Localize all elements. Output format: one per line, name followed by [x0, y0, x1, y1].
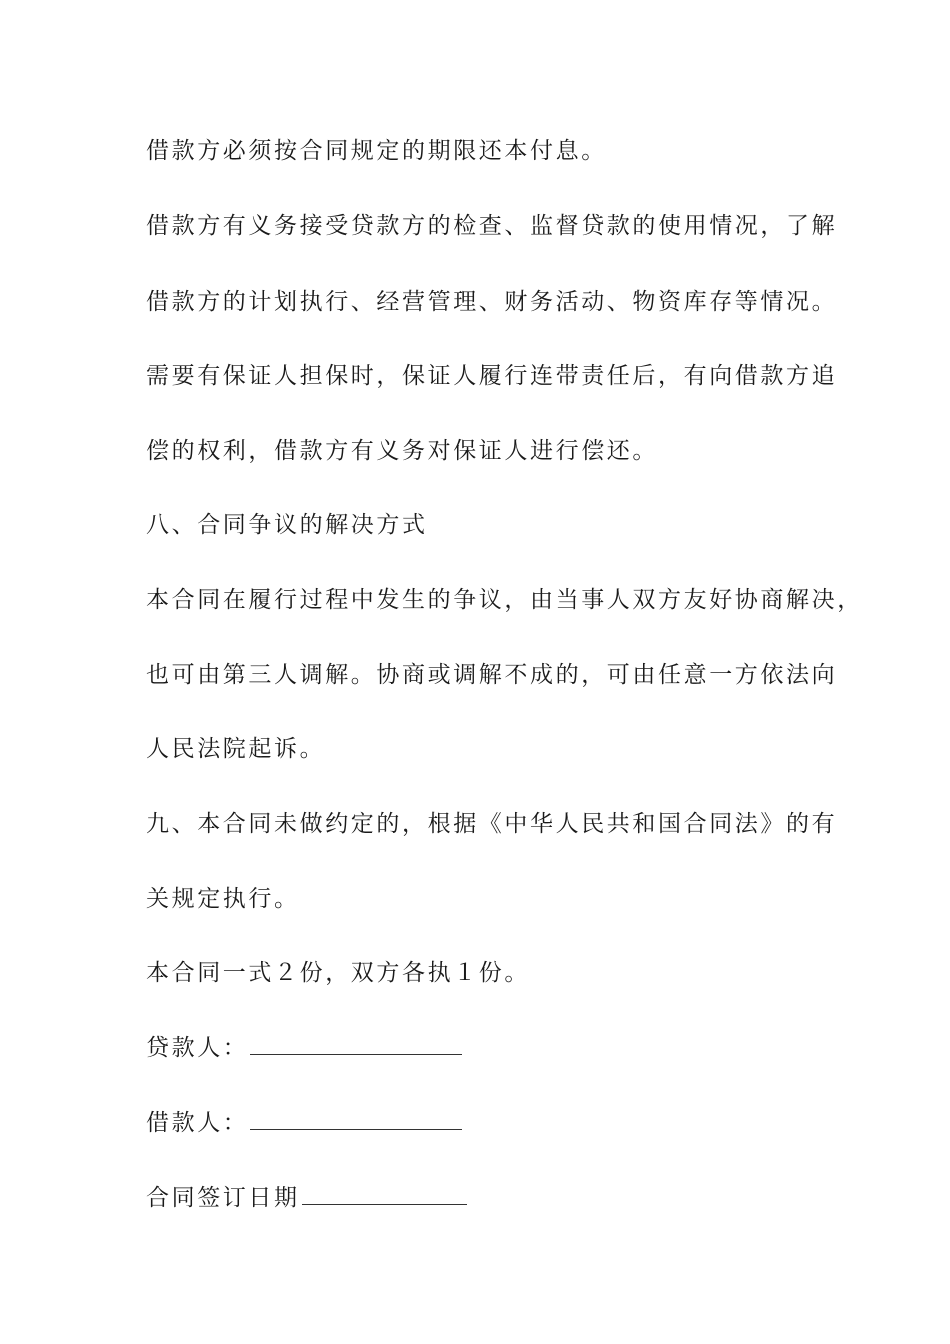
paragraph-line: 借款方必须按合同规定的期限还本付息。 [146, 138, 607, 164]
date-label: 合同签订日期 [146, 1185, 300, 1211]
paragraph-line: 本合同在履行过程中发生的争议，由当事人双方友好协商解决， [146, 587, 863, 613]
lender-label: 贷款人： [146, 1035, 249, 1061]
paragraph-line: 本合同一式２份，双方各执１份。 [146, 960, 530, 986]
date-signature-blank [302, 1184, 467, 1205]
section-heading: 八、合同争议的解决方式 [146, 512, 428, 538]
borrower-signature-row [146, 1108, 826, 1138]
paragraph-line: 借款方有义务接受贷款方的检查、监督贷款的使用情况，了解 [146, 213, 838, 239]
borrower-signature-blank [250, 1109, 462, 1130]
lender-signature-blank [250, 1034, 462, 1055]
borrower-label: 借款人： [146, 1110, 249, 1136]
paragraph-line: 人民法院起诉。 [146, 736, 326, 762]
lender-signature-row [146, 1033, 826, 1063]
paragraph-line: 偿的权利，借款方有义务对保证人进行偿还。 [146, 438, 658, 464]
section-heading: 九、本合同未做约定的，根据《中华人民共和国合同法》的有 [146, 811, 838, 837]
paragraph-line: 关规定执行。 [146, 886, 300, 912]
paragraph-line: 借款方的计划执行、经营管理、财务活动、物资库存等情况。 [146, 289, 838, 315]
paragraph-line: 需要有保证人担保时，保证人履行连带责任后，有向借款方追 [146, 363, 838, 389]
date-signature-row [146, 1183, 826, 1213]
paragraph-line: 也可由第三人调解。协商或调解不成的，可由任意一方依法向 [146, 662, 838, 688]
